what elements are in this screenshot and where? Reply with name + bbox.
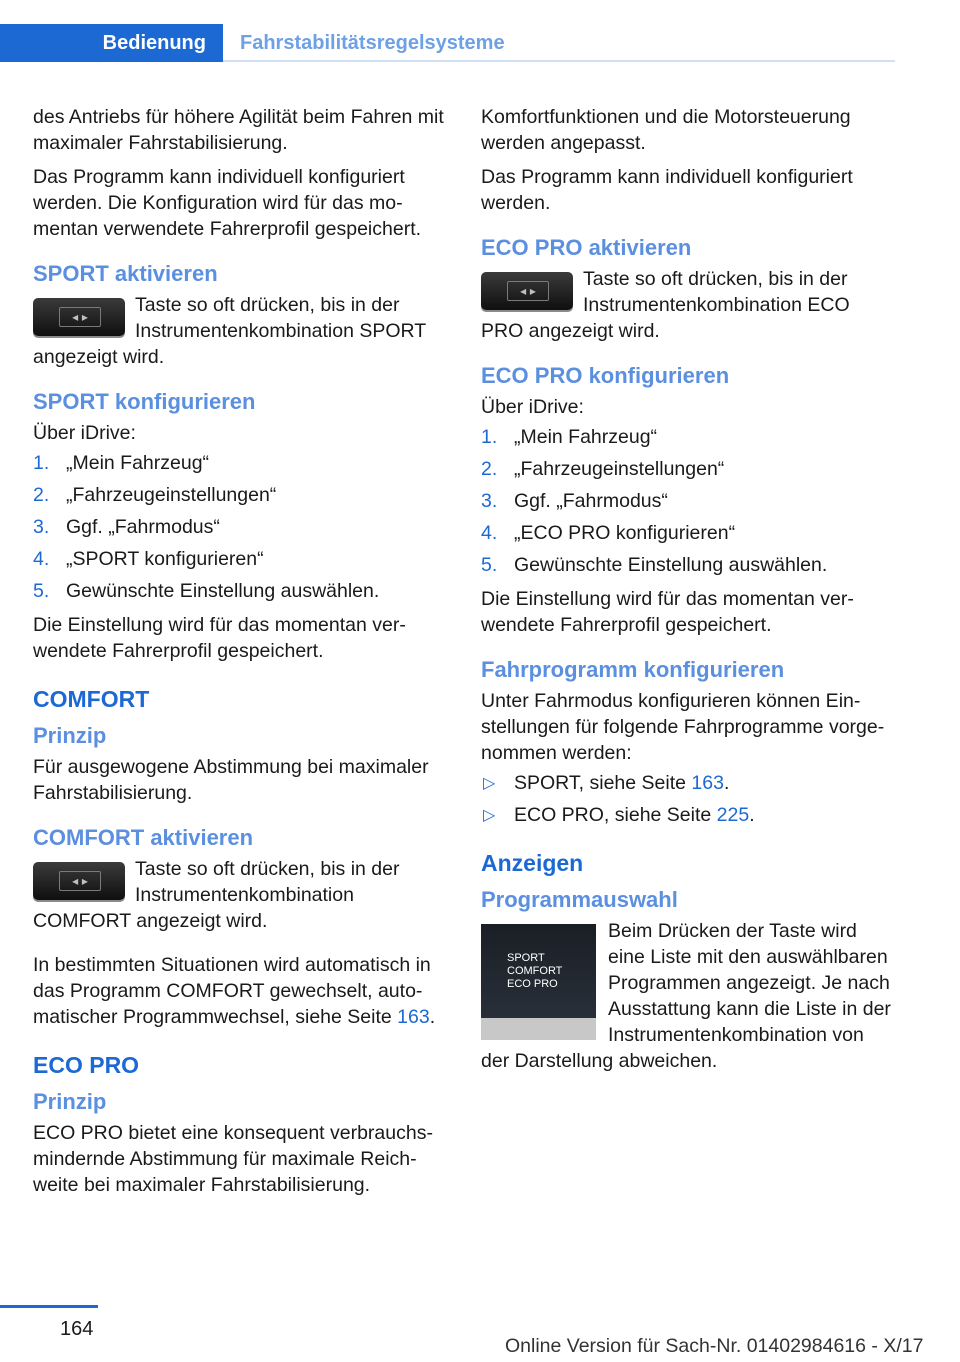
- list-item: 2. „Fahrzeugeinstellungen“: [481, 458, 725, 480]
- list-item: 2. „Fahrzeugeinstellungen“: [33, 484, 277, 506]
- paragraph: Die Einstellung wird für das momentan verwendete Fahrerprofil gespeichert.: [33, 614, 406, 662]
- paragraph: des Antriebs für höhere Agilität beim Fahren mit maximaler Fahrstabilisierung.: [33, 106, 444, 154]
- list-item: 1. „Mein Fahrzeug“: [481, 426, 658, 448]
- page-link[interactable]: 163: [397, 1006, 430, 1028]
- instruction-block: [33, 292, 445, 370]
- heading-prinzip: Prinzip: [33, 1089, 107, 1114]
- footer-note: Online Version für Sach-Nr. 01402984616 - X/17: [505, 1335, 924, 1357]
- paragraph: Taste so oft drücken, bis in der Instrumentenkombination ECO PRO angezeigt wird.: [481, 268, 850, 342]
- triangle-bullet-icon: ▷: [483, 773, 496, 792]
- section-title: Fahrstabilitätsregelsysteme: [240, 32, 505, 54]
- list-item: ▷ ECO PRO, siehe Seite 225.: [483, 804, 755, 826]
- heading-comfort: COMFORT: [33, 686, 150, 712]
- list-item: 5. Gewünschte Einstellung auswählen.: [481, 554, 828, 576]
- instruction-block: [481, 918, 893, 1074]
- heading-sport-aktivieren: SPORT aktivieren: [33, 261, 218, 286]
- paragraph: Über iDrive:: [33, 422, 136, 444]
- footer-divider: [0, 1305, 98, 1308]
- step-list: [33, 450, 445, 604]
- header-divider: [223, 60, 895, 62]
- drive-mode-button-icon: ◂ ▸: [33, 298, 125, 336]
- drive-mode-button-icon: ◂ ▸: [33, 862, 125, 900]
- paragraph: Unter Fahrmodus konfigurieren können Einstellungen für folgende Fahrprogramme vorgenommen werden:: [481, 690, 885, 764]
- page-link[interactable]: 163: [691, 772, 724, 794]
- reference-list: [481, 770, 893, 828]
- list-item: 1. „Mein Fahrzeug“: [33, 452, 210, 474]
- paragraph: Über iDrive:: [481, 396, 584, 418]
- step-list: [481, 424, 893, 578]
- paragraph: ECO PRO bietet eine konsequent verbrauchsmindernde Abstimmung für maximale Reichweite bei maximaler Fahrstabilisierung.: [33, 1122, 433, 1196]
- heading-eco-pro: ECO PRO: [33, 1052, 140, 1078]
- list-item: 3. Ggf. „Fahrmodus“: [33, 516, 220, 538]
- paragraph: Beim Drücken der Taste wird eine Liste mit den auswählbaren Programmen angezeigt. Je nach Ausstattung kann die Liste in der Instrumentenkombination von der Darstellung abweichen.: [481, 920, 891, 1072]
- page-header: [0, 24, 895, 62]
- list-item: ▷ SPORT, siehe Seite 163.: [483, 772, 730, 794]
- paragraph: Komfortfunktionen und die Motorsteuerung werden angepasst.: [481, 106, 851, 154]
- instruction-block: [481, 266, 893, 344]
- list-item: 5. Gewünschte Einstellung auswählen.: [33, 580, 380, 602]
- heading-programmauswahl: Programmauswahl: [481, 887, 678, 912]
- paragraph: Die Einstellung wird für das momentan verwendete Fahrerprofil gespeichert.: [481, 588, 854, 636]
- heading-fahrprogramm-konfigurieren: Fahrprogramm konfigurieren: [481, 657, 785, 682]
- chapter-tab: Bedienung: [0, 24, 223, 62]
- paragraph: Für ausgewogene Abstimmung bei maximaler Fahrstabilisierung.: [33, 756, 429, 804]
- heading-sport-konfigurieren: SPORT konfigurieren: [33, 389, 256, 414]
- triangle-bullet-icon: ▷: [483, 805, 496, 824]
- instruction-block: [33, 856, 445, 934]
- paragraph: Taste so oft drücken, bis in der Instrumentenkombination COMFORT angezeigt wird.: [33, 858, 400, 932]
- left-column: [33, 104, 445, 1206]
- heading-anzeigen: Anzeigen: [481, 850, 584, 876]
- heading-eco-pro-aktivieren: ECO PRO aktivieren: [481, 235, 692, 260]
- program-list: SPORT COMFORT ECO PRO: [507, 952, 563, 990]
- list-item: 4. „ECO PRO konfigurieren“: [481, 522, 736, 544]
- paragraph: In bestimmten Situationen wird automatisch in das Programm COMFORT gewechselt, automatischer Programmwechsel, siehe Seite 163.: [33, 954, 436, 1028]
- paragraph: Das Programm kann individuell konfiguriert werden. Die Konfiguration wird für das momentan verwendete Fahrerprofil gespeichert.: [33, 166, 422, 240]
- heading-eco-pro-konfigurieren: ECO PRO konfigurieren: [481, 363, 730, 388]
- right-column: [481, 104, 893, 1074]
- program-selection-display: [481, 924, 596, 1040]
- paragraph: Das Programm kann individuell konfiguriert werden.: [481, 166, 853, 214]
- list-item: 3. Ggf. „Fahrmodus“: [481, 490, 668, 512]
- page-number: 164: [60, 1318, 94, 1340]
- heading-comfort-aktivieren: COMFORT aktivieren: [33, 825, 254, 850]
- drive-mode-button-icon: ◂ ▸: [481, 272, 573, 310]
- list-item: 4. „SPORT konfigurieren“: [33, 548, 264, 570]
- paragraph: Taste so oft drücken, bis in der Instrumentenkombination SPORT angezeigt wird.: [33, 294, 426, 368]
- page-link[interactable]: 225: [716, 804, 750, 826]
- heading-prinzip: Prinzip: [33, 723, 107, 748]
